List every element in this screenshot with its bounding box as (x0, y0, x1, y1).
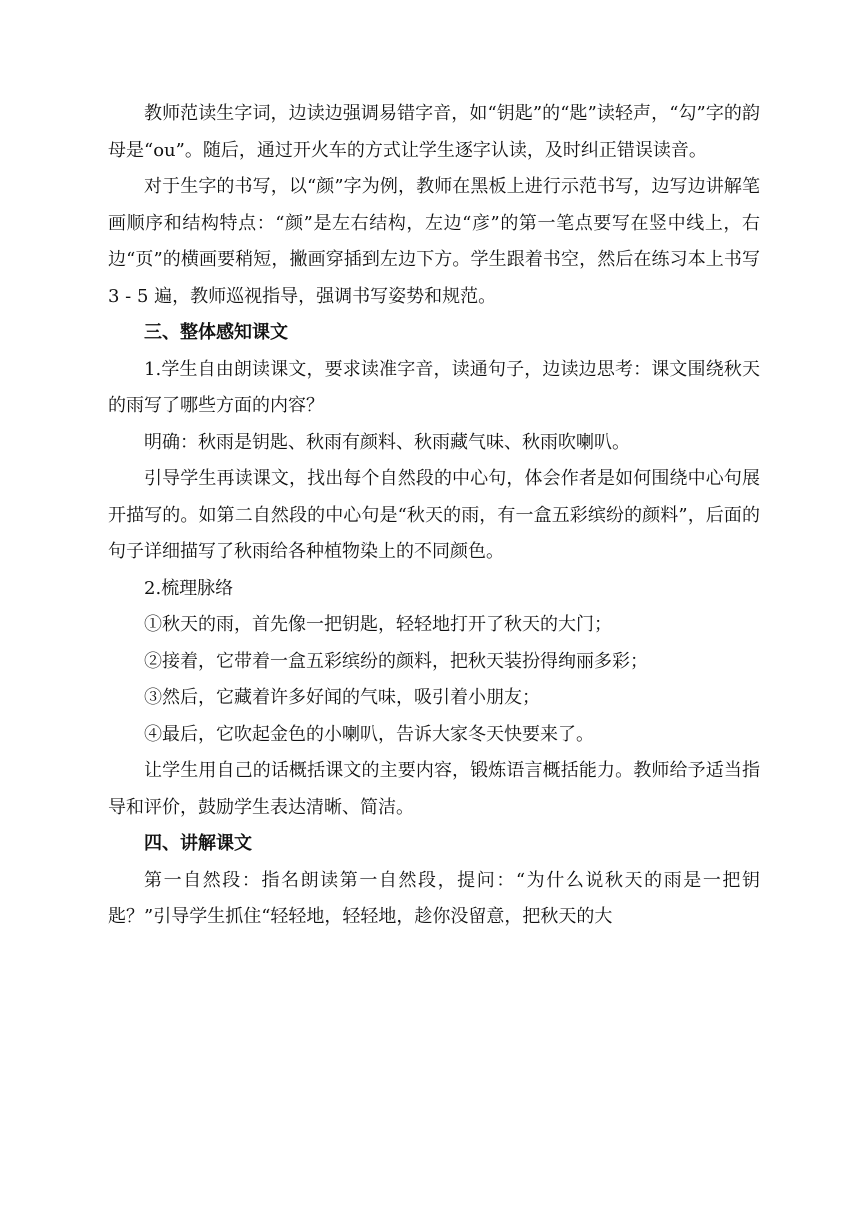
section-heading: 三、整体感知课文 (144, 322, 288, 343)
paragraph: 让学生用自己的话概括课文的主要内容，锻炼语言概括能力。教师给予适当指导和评价，鼓励学生表达清晰、简洁。 (108, 760, 760, 818)
list-item: ④最后，它吹起金色的小喇叭，告诉大家冬天快要来了。 (144, 723, 594, 745)
paragraph: 2.梳理脉络 (144, 577, 234, 599)
list-item: ②接着，它带着一盒五彩缤纷的颜料，把秋天装扮得绚丽多彩； (144, 650, 648, 672)
paragraph: 第一自然段：指名朗读第一自然段，提问：“为什么说秋天的雨是一把钥匙？”引导学生抓住“轻轻地，轻轻地，趁你没留意，把秋天的大 (108, 869, 760, 927)
paragraph: 1.学生自由朗读课文，要求读准字音，读通句子，边读边思考：课文围绕秋天的雨写了哪些方面的内容？ (108, 358, 760, 416)
section-heading: 四、讲解课文 (144, 833, 252, 854)
paragraph: 对于生字的书写，以“颜”字为例，教师在黑板上进行示范书写，边写边讲解笔画顺序和结构特点：“颜”是左右结构，左边“彦”的第一笔点要写在竖中线上，右边“页”的横画要稍短，撇画穿插到左边下方。学生跟着书空，然后在练习本上书写 3 - 5 遍，教师巡视指导，强调书写姿势和规范。 (108, 176, 760, 307)
paragraph: 教师范读生字词，边读边强调易错字音，如“钥匙”的“匙”读轻声，“勾”字的韵母是“ou”。随后，通过开火车的方式让学生逐字认读，及时纠正错误读音。 (108, 103, 760, 161)
paragraph: 引导学生再读课文，找出每个自然段的中心句，体会作者是如何围绕中心句展开描写的。如第二自然段的中心句是“秋天的雨，有一盒五彩缤纷的颜料”，后面的句子详细描写了秋雨给各种植物染上的不同颜色。 (108, 468, 760, 562)
list-item: ①秋天的雨，首先像一把钥匙，轻轻地打开了秋天的大门； (144, 614, 612, 635)
document-page (108, 96, 760, 936)
paragraph: 明确：秋雨是钥匙、秋雨有颜料、秋雨藏气味、秋雨吹喇叭。 (144, 431, 630, 453)
list-item: ③然后，它藏着许多好闻的气味，吸引着小朋友； (144, 687, 540, 708)
